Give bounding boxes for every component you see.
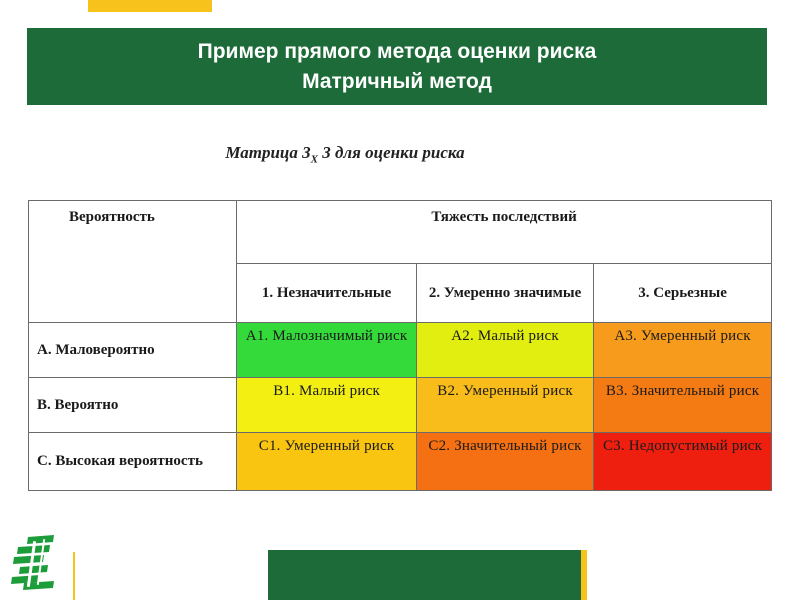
severity-header: Тяжесть последствий [237, 201, 772, 264]
matrix-row-b [29, 378, 772, 433]
row-label-a: А. Маловероятно [29, 323, 237, 378]
probability-header: Вероятность [29, 201, 237, 323]
risk-cell-c1: С1. Умеренный риск [237, 433, 417, 491]
matrix-row-a [29, 323, 772, 378]
caption-sub: X [310, 153, 318, 166]
column-header-3: 3. Серьезные [594, 264, 772, 323]
slide-subtitle: Матричный метод [302, 69, 492, 93]
risk-cell-b2: В2. Умеренный риск [416, 378, 593, 433]
risk-cell-a3: А3. Умеренный риск [594, 323, 772, 378]
caption-left: Матрица 3 [225, 143, 311, 162]
risk-cell-b1: В1. Малый риск [237, 378, 417, 433]
slide-title-banner [27, 28, 767, 105]
logo-divider [73, 552, 75, 600]
slide-title: Пример прямого метода оценки риска [197, 39, 597, 63]
top-accent-bar [88, 0, 212, 12]
matrix-row-c [29, 433, 772, 491]
footer-accent-edge [581, 550, 587, 600]
column-header-2: 2. Умеренно значимые [416, 264, 593, 323]
caption-right: 3 для оценки риска [322, 143, 465, 162]
risk-cell-c2: С2. Значительный риск [416, 433, 593, 491]
risk-cell-b3: В3. Значительный риск [594, 378, 772, 433]
risk-cell-a1: А1. Малозначимый риск [237, 323, 417, 378]
column-header-1: 1. Незначительные [237, 264, 417, 323]
risk-matrix-table [28, 200, 772, 491]
footer-green-bar [268, 550, 581, 600]
risk-cell-a2: А2. Малый риск [416, 323, 593, 378]
risk-cell-c3: С3. Недопустимый риск [594, 433, 772, 491]
green-stripes-logo-icon [10, 535, 58, 590]
row-label-c: С. Высокая вероятность [29, 433, 237, 491]
matrix-caption [0, 143, 800, 165]
row-label-b: В. Вероятно [29, 378, 237, 433]
